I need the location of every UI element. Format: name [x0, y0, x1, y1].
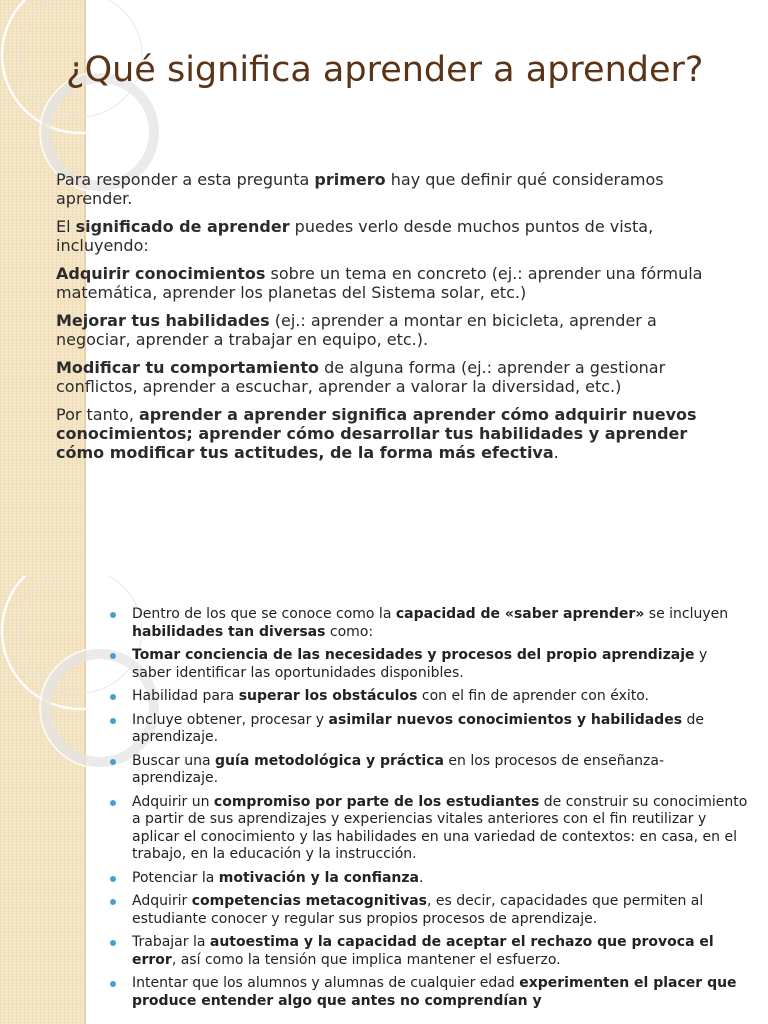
- bold-text: asimilar nuevos conocimientos y habilidades: [328, 711, 683, 728]
- text: Adquirir un: [132, 793, 214, 810]
- list-item: [108, 753, 748, 788]
- text: , así como la tensión que implica mantener el esfuerzo.: [171, 951, 561, 968]
- bullet-icon: [110, 653, 116, 659]
- text: puedes verlo desde muchos puntos de vista, incluyendo:: [56, 217, 654, 255]
- list-item: [108, 893, 748, 928]
- list-item: [108, 606, 748, 641]
- bold-text: habilidades tan diversas: [132, 623, 326, 640]
- bullet-icon: [110, 694, 116, 700]
- bullet-icon: [110, 940, 116, 946]
- slide-title: ¿Qué significa aprender a aprender?: [66, 50, 704, 90]
- text: en los procesos de enseñanza-aprendizaje.: [132, 752, 665, 786]
- list-item: [108, 934, 748, 969]
- list-item: [108, 688, 748, 706]
- text: , es decir, capacidades que permiten al estudiante conocer y regular sus propios procesos de aprendizaje.: [132, 893, 704, 927]
- list-item: [108, 870, 748, 888]
- text: de construir su conocimiento a partir de sus aprendizajes y experiencias vitales anteriores con el fin reutilizar y aplicar el conocimiento y las habilidades en una variedad de contextos: en casa, en el trabajo, en la educación y la instrucción.: [132, 793, 748, 862]
- text: se incluyen: [644, 606, 729, 622]
- list-item: [108, 647, 748, 682]
- paragraph: [56, 358, 736, 396]
- bold-text: Mejorar tus habilidades: [56, 311, 270, 330]
- bold-text: superar los obstáculos: [238, 688, 418, 704]
- slide-body: [56, 170, 736, 471]
- bold-text: primero: [314, 170, 386, 189]
- bold-text: Tomar conciencia de las necesidades y procesos del propio aprendizaje: [132, 647, 695, 663]
- bullet-icon: [110, 899, 116, 905]
- text: Trabajar la: [132, 934, 210, 950]
- text: de alguna forma (ej.: aprender a gestionar conflictos, aprender a escuchar, aprender a valorar la diversidad, etc.): [56, 358, 666, 396]
- bold-text: Modificar tu comportamiento: [56, 358, 320, 377]
- text: El: [56, 217, 76, 236]
- text: hay que definir qué consideramos aprender.: [56, 170, 664, 208]
- paragraph: [56, 405, 736, 462]
- text: .: [553, 443, 559, 462]
- bullet-list: [108, 606, 748, 1016]
- paragraph: [56, 170, 736, 208]
- text: Habilidad para: [132, 688, 239, 704]
- slide-2: [0, 576, 768, 1024]
- text: como:: [325, 623, 374, 640]
- paragraph: [56, 311, 736, 349]
- bold-text: compromiso por parte de los estudiantes: [213, 793, 540, 810]
- bullet-icon: [110, 800, 116, 806]
- bold-text: significado de aprender: [75, 217, 290, 236]
- bullet-icon: [110, 612, 116, 618]
- text: (ej.: aprender a montar en bicicleta, aprender a negociar, aprender a trabajar en equipo, etc.).: [56, 311, 657, 349]
- paragraph: [56, 217, 736, 255]
- text: Adquirir: [132, 893, 192, 909]
- text: y saber identificar las oportunidades disponibles.: [132, 647, 708, 681]
- bold-text: Adquirir conocimientos: [56, 264, 266, 283]
- bold-text: guía metodológica y práctica: [215, 752, 444, 769]
- text: Incluye obtener, procesar y: [132, 711, 329, 728]
- list-item: [108, 975, 748, 1010]
- text: Intentar que los alumnos y alumnas de cualquier edad: [132, 975, 520, 991]
- bold-text: autoestima y la capacidad de aceptar el rechazo que provoca el error: [132, 934, 714, 968]
- bold-text: experimenten el placer que produce entender algo que antes no comprendían y: [132, 975, 737, 1009]
- bullet-icon: [110, 981, 116, 987]
- bold-text: capacidad de «saber aprender»: [395, 606, 645, 622]
- list-item: [108, 712, 748, 747]
- bold-text: competencias metacognitivas: [191, 893, 427, 909]
- bullet-icon: [110, 759, 116, 765]
- bullet-icon: [110, 718, 116, 724]
- bold-text: aprender a aprender significa aprender cómo adquirir nuevos conocimientos; aprender cómo desarrollar tus habilidades y aprender cómo modificar tus actitudes, de la forma más efectiva: [56, 405, 697, 462]
- text: Dentro de los que se conoce como la: [132, 606, 396, 622]
- text: .: [419, 869, 424, 886]
- text: Buscar una: [132, 752, 216, 769]
- bullet-icon: [110, 876, 116, 882]
- paragraph: [56, 264, 736, 302]
- text: de aprendizaje.: [132, 711, 704, 745]
- text: Potenciar la: [132, 869, 219, 886]
- text: Por tanto,: [56, 405, 139, 424]
- text: Para responder a esta pregunta: [56, 170, 315, 189]
- text: sobre un tema en concreto (ej.: aprender una fórmula matemática, aprender los planetas del Sistema solar, etc.): [56, 264, 703, 302]
- bold-text: motivación y la confianza: [218, 869, 419, 886]
- text: con el fin de aprender con éxito.: [417, 688, 649, 704]
- list-item: [108, 794, 748, 864]
